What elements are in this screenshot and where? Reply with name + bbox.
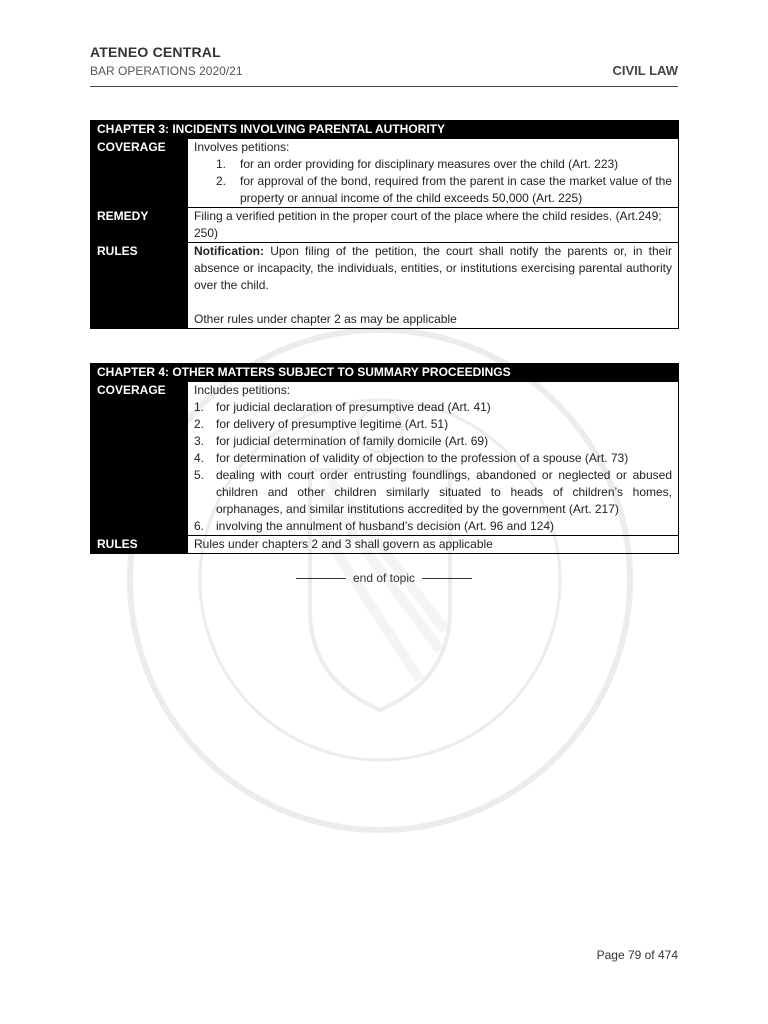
list-item-number: 2. bbox=[194, 417, 205, 431]
header-subject: CIVIL LAW bbox=[612, 63, 678, 78]
list-item-number: 5. bbox=[194, 468, 205, 482]
list-item-text: involving the annulment of husband’s decision (Art. 96 and 124) bbox=[216, 519, 554, 533]
header-operations: BAR OPERATIONS 2020/21 bbox=[90, 64, 243, 78]
chapter-3-coverage-label: COVERAGE bbox=[91, 139, 188, 208]
chapter-3-rules-bold-label: Notification: bbox=[194, 244, 264, 258]
chapter-3-remedy-label: REMEDY bbox=[91, 208, 188, 243]
list-item-text: for an order providing for disciplinary measures over the child (Art. 223) bbox=[240, 157, 619, 171]
list-item bbox=[194, 433, 672, 450]
chapter-3-table bbox=[90, 120, 679, 329]
chapter-3-rules-text: Upon filing of the petition, the court shall notify the parents or, in their absence or incapacity, the individuals, entities, or institutions exercising parental authority over the child. bbox=[194, 244, 672, 292]
chapter-3-coverage-content bbox=[188, 139, 679, 208]
divider bbox=[422, 578, 472, 579]
list-item-text: for determination of validity of objection to the profession of a spouse (Art. 73) bbox=[216, 451, 629, 465]
list-item-text: for judicial determination of family domicile (Art. 69) bbox=[216, 434, 489, 448]
list-item bbox=[194, 450, 672, 467]
list-item-text: dealing with court order entrusting foundlings, abandoned or neglected or abused children and other children similarly situated to heads of children’s homes, orphanages, and similar institutions accredited by the government (Art. 217) bbox=[216, 468, 672, 516]
list-item-number: 1. bbox=[194, 400, 205, 414]
list-item-text: for judicial declaration of presumptive dead (Art. 41) bbox=[216, 400, 491, 414]
list-item bbox=[194, 156, 672, 173]
list-item-number: 2. bbox=[216, 174, 227, 188]
list-item bbox=[194, 467, 672, 518]
chapter-3-coverage-list bbox=[194, 156, 672, 207]
chapter-3-rules-other: Other rules under chapter 2 as may be applicable bbox=[194, 312, 457, 326]
header-org: ATENEO CENTRAL bbox=[90, 44, 221, 60]
chapter-3-rules-notification bbox=[194, 243, 672, 294]
chapter-4-coverage-list bbox=[194, 399, 672, 535]
chapter-3-rules-label: RULES bbox=[91, 243, 188, 329]
list-item bbox=[194, 518, 672, 535]
list-item-text: for approval of the bond, required from the parent in case the market value of the property or annual income of the child exceeds 50,000 (Art. 225) bbox=[240, 174, 672, 205]
chapter-3-remedy-text: Filing a verified petition in the proper court of the place where the child resides. (Art.249; 250) bbox=[188, 208, 679, 243]
divider bbox=[296, 578, 346, 579]
chapter-4-coverage-label: COVERAGE bbox=[91, 382, 188, 536]
chapter-3-rules-content bbox=[188, 243, 679, 329]
page-number: Page 79 of 474 bbox=[596, 948, 678, 962]
end-of-topic bbox=[0, 571, 768, 585]
spacer bbox=[194, 294, 672, 311]
chapter-3-coverage-intro: Involves petitions: bbox=[194, 140, 290, 154]
chapter-4-title: CHAPTER 4: OTHER MATTERS SUBJECT TO SUMMARY PROCEEDINGS bbox=[91, 364, 679, 382]
list-item-number: 3. bbox=[194, 434, 205, 448]
list-item-number: 4. bbox=[194, 451, 205, 465]
list-item bbox=[194, 173, 672, 207]
chapter-4-coverage-content bbox=[188, 382, 679, 536]
list-item bbox=[194, 416, 672, 433]
chapter-4-rules-text: Rules under chapters 2 and 3 shall govern as applicable bbox=[188, 536, 679, 554]
end-of-topic-text: end of topic bbox=[352, 571, 416, 585]
chapter-3-title: CHAPTER 3: INCIDENTS INVOLVING PARENTAL AUTHORITY bbox=[91, 121, 679, 139]
list-item-number: 1. bbox=[216, 157, 227, 171]
list-item bbox=[194, 399, 672, 416]
chapter-4-rules-label: RULES bbox=[91, 536, 188, 554]
chapter-4-table bbox=[90, 363, 679, 554]
page-header bbox=[90, 44, 678, 87]
list-item-number: 6. bbox=[194, 519, 205, 533]
chapter-4-coverage-intro: Includes petitions: bbox=[194, 383, 291, 397]
list-item-text: for delivery of presumptive legitime (Art. 51) bbox=[216, 417, 449, 431]
